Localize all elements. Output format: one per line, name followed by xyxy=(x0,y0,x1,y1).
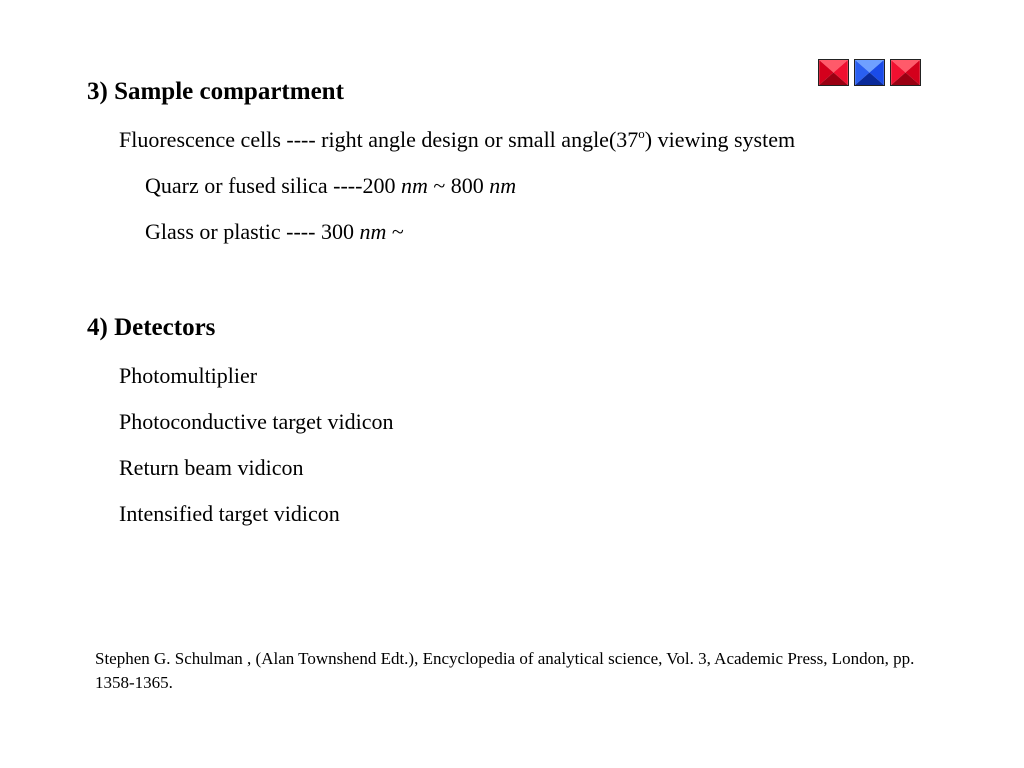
reference-citation: Stephen G. Schulman , (Alan Townshend Edt.), Encyclopedia of analytical science, Vol. 3, Academic Press, London, pp. 1358-1365. xyxy=(95,649,915,692)
home-icon xyxy=(855,60,884,85)
detector-item: Photoconductive target vidicon xyxy=(119,409,394,434)
fluorescence-cells-text: Fluorescence cells ---- right angle design or small angle(37 xyxy=(119,127,639,152)
fluorescence-cells-line xyxy=(119,126,795,154)
glass-suffix: ~ xyxy=(386,219,404,244)
prev-slide-icon xyxy=(819,60,848,85)
slide-navigation xyxy=(818,59,921,86)
section-3-heading: 3) Sample compartment xyxy=(87,78,344,105)
quartz-text: Quarz or fused silica ----200 xyxy=(145,173,401,198)
home-button[interactable] xyxy=(854,59,885,86)
detector-item: Intensified target vidicon xyxy=(119,501,340,526)
section-4-heading: 4) Detectors xyxy=(87,314,216,341)
quartz-mid: ~ 800 xyxy=(427,173,490,198)
glass-text: Glass or plastic ---- 300 xyxy=(145,219,360,244)
fluorescence-cells-suffix: ) viewing system xyxy=(644,127,796,152)
glass-unit: nm xyxy=(359,219,387,244)
glass-line xyxy=(145,218,404,246)
quartz-unit-a: nm xyxy=(400,173,428,198)
detector-item: Return beam vidicon xyxy=(119,455,304,480)
next-slide-button[interactable] xyxy=(890,59,921,86)
prev-slide-button[interactable] xyxy=(818,59,849,86)
next-slide-icon xyxy=(891,60,920,85)
quartz-line xyxy=(145,172,516,200)
detector-item: Photomultiplier xyxy=(119,363,258,388)
degree-superscript: o xyxy=(638,126,645,141)
quartz-unit-b: nm xyxy=(489,173,517,198)
